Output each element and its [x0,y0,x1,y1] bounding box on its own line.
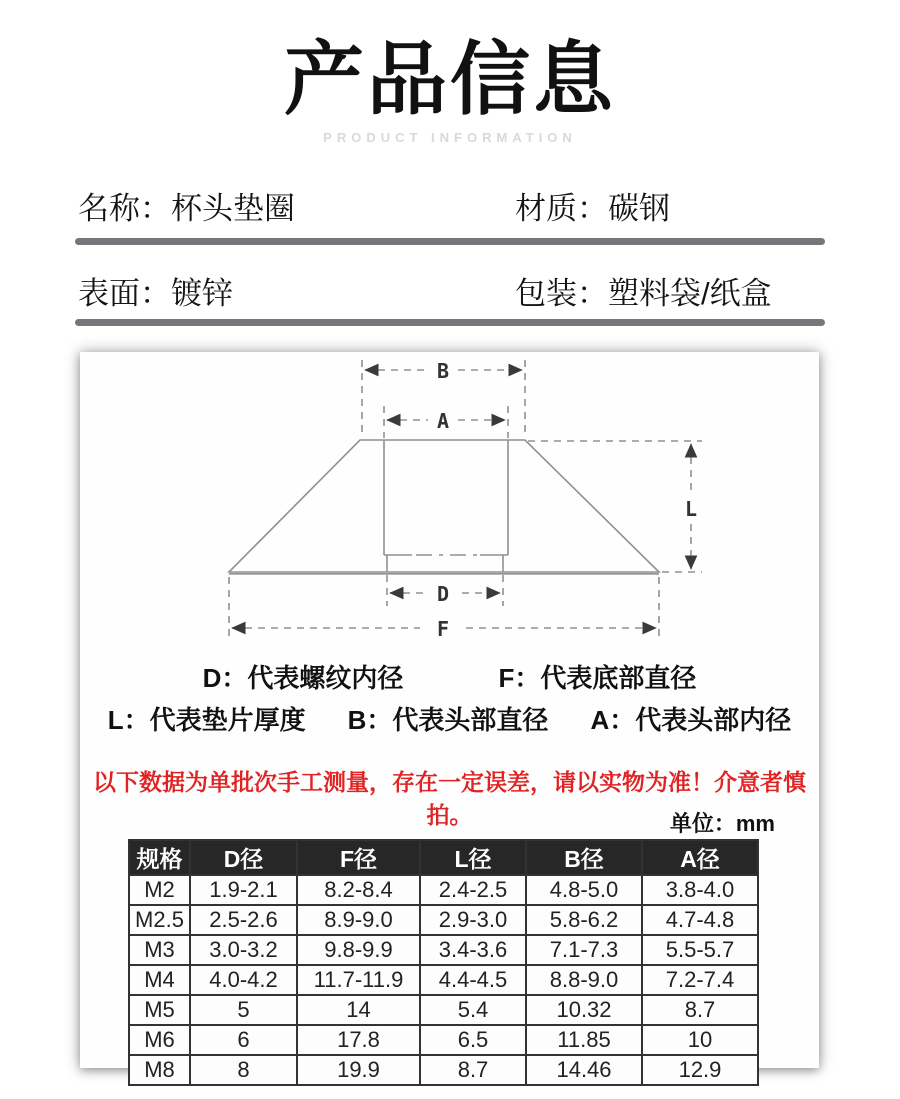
cell: M2 [129,875,190,905]
dim-label-D: D [437,582,450,606]
legend-item-L: L：代表垫片厚度 [107,705,306,735]
cell: 8.7 [642,995,758,1025]
cell: 5.8-6.2 [526,905,642,935]
cell: 5.5-5.7 [642,935,758,965]
cell: M2.5 [129,905,190,935]
cell: 9.8-9.9 [297,935,420,965]
legend-item-F: F：代表底部直径 [498,663,697,693]
cell: 3.8-4.0 [642,875,758,905]
cell: 17.8 [297,1025,420,1055]
cell: 2.4-2.5 [420,875,526,905]
col-header-D: D径 [190,840,297,875]
dim-label-L: L [685,497,698,521]
col-header-A: A径 [642,840,758,875]
cell: 8.9-9.0 [297,905,420,935]
unit-label: 单位：mm [669,811,775,836]
cell: 11.7-11.9 [297,965,420,995]
cell: 19.9 [297,1055,420,1085]
cell: 4.7-4.8 [642,905,758,935]
info-row-1 [0,183,900,226]
col-header-F: F径 [297,840,420,875]
cell: 8.2-8.4 [297,875,420,905]
product-surface: 表面：镀锌 [78,276,233,311]
col-header-spec: 规格 [129,840,190,875]
legend-line-1 [80,658,819,695]
dim-label-B: B [437,359,450,383]
divider [75,238,825,245]
cell: 6 [190,1025,297,1055]
cell: M3 [129,935,190,965]
cell: 7.2-7.4 [642,965,758,995]
table-row [129,935,758,965]
cell: M8 [129,1055,190,1085]
info-row-2 [0,268,900,311]
cell: 7.1-7.3 [526,935,642,965]
cell: 4.4-4.5 [420,965,526,995]
cell: 8.7 [420,1055,526,1085]
product-name: 名称：杯头垫圈 [78,191,295,226]
product-package: 包装：塑料袋/纸盒 [515,276,772,311]
cell: 10 [642,1025,758,1055]
col-header-B: B径 [526,840,642,875]
cell: 12.9 [642,1055,758,1085]
cell: 10.32 [526,995,642,1025]
cell: 3.0-3.2 [190,935,297,965]
spec-photo-frame [80,352,819,1082]
cell: 2.5-2.6 [190,905,297,935]
divider [75,319,825,326]
table-row [129,965,758,995]
dim-label-F: F [437,617,450,641]
cell: 4.8-5.0 [526,875,642,905]
table-row [129,995,758,1025]
cell: M6 [129,1025,190,1055]
dim-label-A: A [437,409,450,433]
cell: M5 [129,995,190,1025]
cell: 1.9-2.1 [190,875,297,905]
page-subtitle: PRODUCT INFORMATION [323,130,577,145]
cell: 5 [190,995,297,1025]
legend-item-D: D：代表螺纹内径 [202,663,404,693]
table-row [129,1025,758,1055]
cell: 11.85 [526,1025,642,1055]
legend-item-A: A：代表头部内径 [590,705,792,735]
table-row [129,1055,758,1085]
cell: 6.5 [420,1025,526,1055]
table-row [129,875,758,905]
dimension-diagram [80,352,819,652]
table-row [129,905,758,935]
cell: 5.4 [420,995,526,1025]
cell: 3.4-3.6 [420,935,526,965]
measurement-warning: 以下数据为单批次手工测量，存在一定误差，请以实物为准！介意者慎拍。 [93,769,806,828]
cell: 2.9-3.0 [420,905,526,935]
legend-line-2 [80,700,819,737]
cell: 8 [190,1055,297,1085]
cell: 14.46 [526,1055,642,1085]
cell: 8.8-9.0 [526,965,642,995]
table-header-row [129,840,758,875]
product-material: 材质：碳钢 [515,191,670,226]
legend-item-B: B：代表头部直径 [347,705,549,735]
spec-table [128,839,759,1086]
cell: 14 [297,995,420,1025]
cell: 4.0-4.2 [190,965,297,995]
col-header-L: L径 [420,840,526,875]
page-title: 产品信息 [284,35,616,124]
cell: M4 [129,965,190,995]
washer-outline [229,440,659,572]
